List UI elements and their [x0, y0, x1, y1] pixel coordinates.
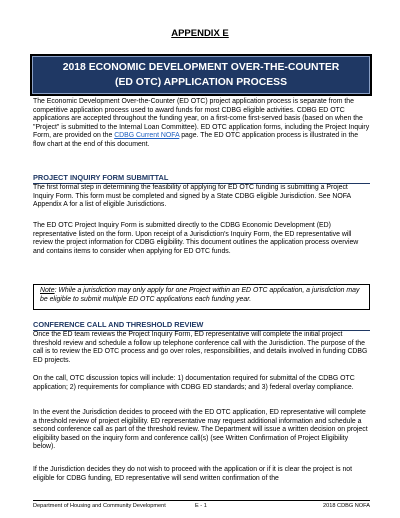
conference-paragraph-1 [33, 331, 370, 365]
conference-text-4: If the Jurisdiction decides they do not wish to proceed with the application or if it is clear the project is not eligible for CDBG funding, ED representative will send written confirmation of the [33, 466, 353, 482]
conference-paragraph-3 [33, 409, 370, 452]
note-text: : While a jurisdiction may only apply for one Project within an ED OTC application, a jurisdiction may be eligible to submit multiple ED OTC applications each funding year. [40, 287, 360, 303]
intro-paragraph [33, 98, 370, 150]
footer-nofa: 2018 CDBG NOFA [323, 503, 370, 509]
section-heading-conference-call: CONFERENCE CALL AND THRESHOLD REVIEW [33, 320, 370, 331]
intro-text-1: The Economic Development Over-the-Counter (ED OTC) project application process is separate from the competitive application process used to award funds for most CDBG eligible activities. CDBG ED OTC applications are accepted throughout the funding year, on a first-come first-served basis (based on when the "Project" is submitted to the Internal Loan Committee). ED OTC application forms, including the Project Inquiry Form, are provided on the [33, 98, 370, 140]
conference-paragraph-4 [33, 466, 370, 483]
intro-text-2: page. The ED OTC application process is illustrated in the flow chart at the end of this document. [33, 132, 359, 148]
project-inquiry-paragraph-1 [33, 184, 370, 210]
footer-page-number: E - 1 [195, 503, 207, 509]
section-heading-project-inquiry: PROJECT INQUIRY FORM SUBMITTAL [33, 173, 370, 184]
note-box [33, 284, 370, 310]
conference-text-3: In the event the Jurisdiction decides to proceed with the ED OTC application, ED representative will complete a threshold review of project eligibility. ED representative may request additional information and schedule a second conference call as part of the threshold review. The Department will issue a written decision on project eligibility based on the inquiry form and conference call(s) (see Written Confirmation of Project Eligibility below). [33, 409, 368, 451]
page-footer [33, 500, 370, 511]
conference-paragraph-2 [33, 375, 370, 392]
project-inquiry-text-1: The first formal step in determining the feasibility of applying for ED OTC funding is submitting a Project Inquiry Form. This form must be completed and signed by a State CDBG eligible Jurisdiction. See NOFA Appendix A for a list of eligible Jurisdictions. [33, 184, 351, 209]
appendix-title: APPENDIX E [171, 28, 229, 39]
conference-text-2: On the call, OTC discussion topics will include: 1) documentation required for submittal of the CDBG OTC application; 2) requirements for compliance with CDBG ED standards; and 3) federal overlay compliance. [33, 375, 355, 391]
conference-text-1: Once the ED team reviews the Project Inquiry Form, ED representative will complete the initial project threshold review and schedule a follow up telephone conference call with the Jurisdiction. The purpose of the call is to review the ED OTC process and go over roles, responsibilities, and details involved in funding CDBG ED projects. [33, 331, 368, 364]
note-label: Note [40, 287, 55, 294]
project-inquiry-paragraph-2 [33, 222, 370, 256]
title-banner [30, 54, 372, 96]
footer-department: Department of Housing and Community Development [33, 503, 166, 509]
banner-line-2: (ED OTC) APPLICATION PROCESS [114, 77, 288, 88]
cdbg-current-nofa-link[interactable]: CDBG Current NOFA [114, 132, 180, 140]
project-inquiry-text-2: The ED OTC Project Inquiry Form is submitted directly to the CDBG Economic Development (ED) representative listed on the form. Upon receipt of a Jurisdiction's Inquiry Form, the ED representative will review the project information for CDBG eligibility. This document outlines the application process overview and contains items to consider when applying for ED OTC funds. [33, 222, 359, 255]
banner-line-1: 2018 ECONOMIC DEVELOPMENT OVER-THE-COUNTER [62, 62, 340, 73]
